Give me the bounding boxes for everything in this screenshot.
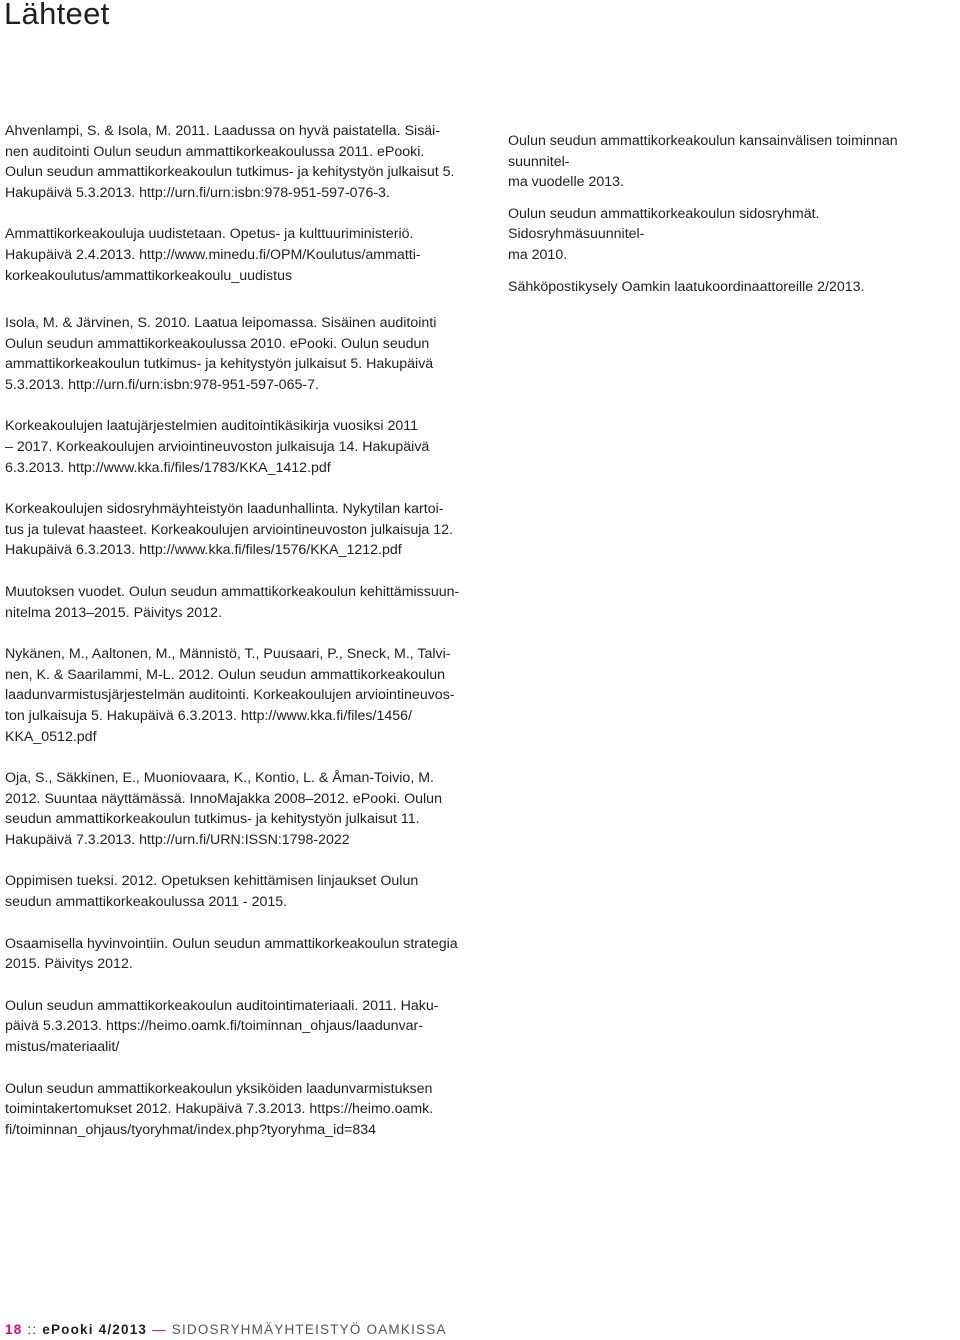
reference-entry: Korkeakoulujen laatujärjestelmien auditointikäsikirja vuosiksi 2011 – 2017. Korkeakoulujen arviointineuvoston julkaisuja 14. Hakupäivä 6.3.2013. http://www.kka.fi/files/1783/KKA_1412.pdf [5, 418, 430, 476]
reference-entry: Korkeakoulujen sidosryhmäyhteistyön laadunhallinta. Nykytilan kartoi- tus ja tulevat haasteet. Korkeakoulujen arviointineuvoston julkaisuja 12. Hakupäivä 6.3.2013. http://www.kka.fi/files/1576/KKA_1212.pdf [5, 501, 453, 559]
reference-entry: Ammattikorkeakouluja uudistetaan. Opetus- ja kulttuuriministeriö. Hakupäivä 2.4.2013. http://www.minedu.fi/OPM/Koulutus/ammatti- korkeakoulutus/ammattikorkeakoulu_uudistus [5, 226, 421, 284]
footer-separator: :: [27, 1322, 38, 1337]
reference-column-right [508, 131, 958, 308]
reference-entry: Nykänen, M., Aaltonen, M., Männistö, T., Puusaari, P., Sneck, M., Talvi- nen, K. & Saarilammi, M-L. 2012. Oulun seudun ammattikorkeakoulun laadunvarmistusjärjestelmän auditointi. Korkeakoulujen arviointineuvos- ton julkaisuja 5. Hakupäivä 6.3.2013. http://www.kka.fi/files/1456/ KKA_0512.pdf [5, 646, 455, 745]
reference-column-left-bottom [5, 313, 465, 1161]
reference-entry: Sähköpostikysely Oamkin laatukoordinaattoreille 2/2013. [508, 278, 865, 295]
reference-entry: Isola, M. & Järvinen, S. 2010. Laatua leipomassa. Sisäinen auditointi Oulun seudun ammattikorkeakoulussa 2010. ePooki. Oulun seudun ammattikorkeakoulun tutkimus- ja kehitystyön julkaisut 5. Hakupäivä 5.3.2013. http://urn.fi/urn:isbn:978-951-597-065-7. [5, 315, 437, 393]
reference-column-left-top [5, 121, 465, 307]
page-footer [5, 1322, 447, 1337]
reference-entry: Oja, S., Säkkinen, E., Muoniovaara, K., Kontio, L. & Åman-Toivio, M. 2012. Suuntaa näyttämässä. InnoMajakka 2008–2012. ePooki. Oulun seudun ammattikorkeakoulun tutkimus- ja kehitystyön julkaisut 11. Hakupäivä 7.3.2013. http://urn.fi/URN:ISSN:1798-2022 [5, 770, 442, 848]
footer-dash: — [152, 1322, 167, 1337]
journal-issue: ePooki 4/2013 [42, 1322, 148, 1337]
reference-entry: Oulun seudun ammattikorkeakoulun yksiköiden laadunvarmistuksen toimintakertomukset 2012. Hakupäivä 7.3.2013. https://heimo.oamk. fi/toiminnan_ohjaus/tyoryhmat/index.php?tyoryhma_id=834 [5, 1080, 434, 1138]
reference-entry: Oulun seudun ammattikorkeakoulun auditointimateriaali. 2011. Haku- päivä 5.3.2013. https://heimo.oamk.fi/toiminnan_ohjaus/laadunvar- mistus/materiaalit/ [5, 997, 439, 1056]
reference-entry: Oulun seudun ammattikorkeakoulun sidosryhmät. Sidosryhmäsuunnitel- ma 2010. [508, 205, 820, 263]
reference-entry: Osaamisella hyvinvointiin. Oulun seudun ammattikorkeakoulun strategia 2015. Päivitys 2012. [5, 935, 458, 973]
page-number: 18 [5, 1322, 23, 1337]
page-title: Lähteet [4, 0, 110, 31]
issue-theme: SIDOSRYHMÄYHTEISTYÖ OAMKISSA [171, 1322, 447, 1337]
reference-entry: Oppimisen tueksi. 2012. Opetuksen kehittämisen linjaukset Oulun seudun ammattikorkeakoulussa 2011 - 2015. [5, 873, 419, 911]
reference-entry: Oulun seudun ammattikorkeakoulun kansainvälisen toiminnan suunnitel- ma vuodelle 2013. [508, 133, 898, 191]
reference-entry: Muutoksen vuodet. Oulun seudun ammattikorkeakoulun kehittämissuun- nitelma 2013–2015. Päivitys 2012. [5, 583, 460, 621]
reference-entry: Ahvenlampi, S. & Isola, M. 2011. Laadussa on hyvä paistatella. Sisäi- nen auditointi Oulun seudun ammattikorkeakoulussa 2011. ePooki. Oulun seudun ammattikorkeakoulun tutkimus- ja kehitystyön julkaisut 5. Hakupäivä 5.3.2013. http://urn.fi/urn:isbn:978-951-597-076-3. [5, 123, 455, 201]
